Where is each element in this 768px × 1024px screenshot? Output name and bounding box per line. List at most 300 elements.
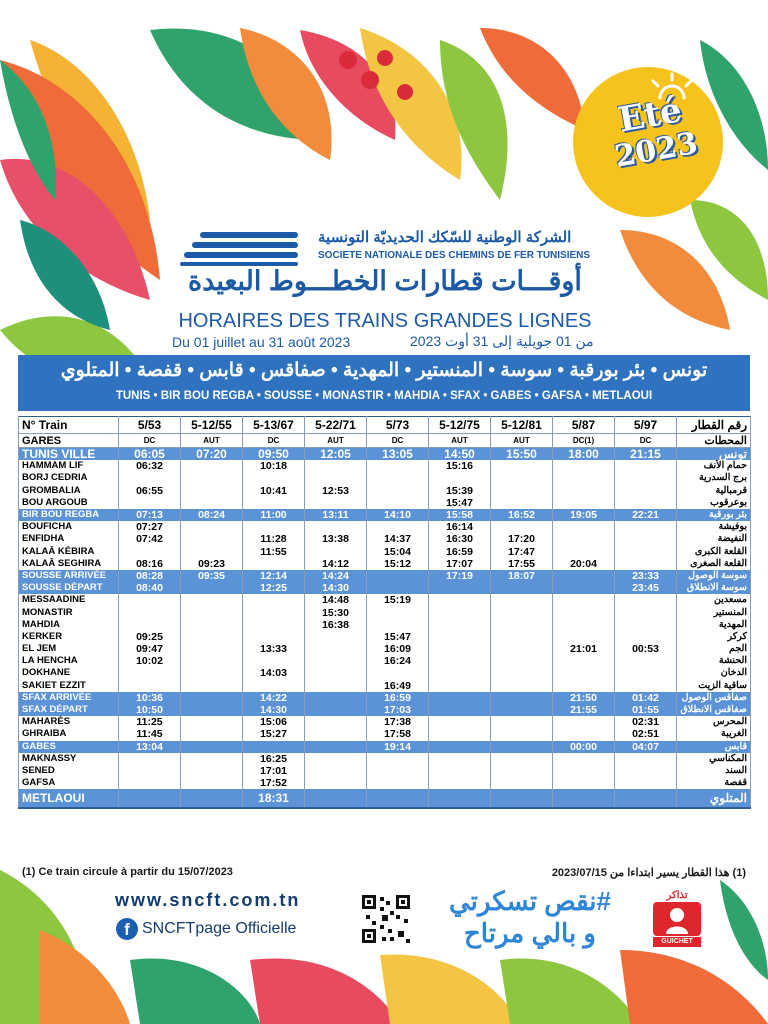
departure-time: 22:21 xyxy=(615,509,677,521)
stations-label-ar: المحطات xyxy=(677,434,751,448)
leaf-shape xyxy=(500,958,640,1024)
slogan-line-2: و بالي مرتاح xyxy=(464,918,596,948)
berry-shape xyxy=(361,71,379,89)
table-row xyxy=(19,509,751,521)
station-name-ar: المهدية xyxy=(677,619,751,631)
departure-time: 17:52 xyxy=(243,777,305,789)
departure-time xyxy=(367,619,429,631)
validity-dates-fr: Du 01 juillet au 31 août 2023 xyxy=(172,334,351,350)
departure-time xyxy=(615,765,677,777)
departure-time xyxy=(367,789,429,808)
departure-time: 07:20 xyxy=(181,448,243,461)
departure-time xyxy=(491,521,553,533)
departure-time xyxy=(181,680,243,692)
station-name-fr: BOUFICHA xyxy=(19,521,119,533)
qr-code xyxy=(360,893,412,945)
departure-time xyxy=(119,546,181,558)
table-row xyxy=(19,619,751,631)
departure-time xyxy=(615,472,677,484)
departure-time xyxy=(553,777,615,789)
departure-time xyxy=(491,606,553,618)
departure-time xyxy=(553,485,615,497)
station-name-fr: MAHDIA xyxy=(19,619,119,631)
departure-time: 16:14 xyxy=(429,521,491,533)
train-type: DC(1) xyxy=(553,434,615,448)
departure-time: 09:47 xyxy=(119,643,181,655)
departure-time xyxy=(181,765,243,777)
departure-time: 15:47 xyxy=(367,631,429,643)
company-name-ar: الشركة الوطنية للسّكك الحديديّة التونسية xyxy=(318,229,572,246)
station-name-ar: قابس xyxy=(677,741,751,753)
departure-time: 16:59 xyxy=(429,546,491,558)
departure-time xyxy=(615,606,677,618)
departure-time xyxy=(243,497,305,509)
departure-time: 14:30 xyxy=(243,704,305,716)
departure-time: 13:04 xyxy=(119,741,181,753)
departure-time xyxy=(367,521,429,533)
departure-time xyxy=(181,716,243,728)
departure-time: 01:42 xyxy=(615,692,677,704)
station-name-fr: SOUSSE DÉPART xyxy=(19,582,119,594)
station-name-ar: القلعة الصغرى xyxy=(677,558,751,570)
departure-time: 09:35 xyxy=(181,570,243,582)
table-row xyxy=(19,777,751,789)
departure-time xyxy=(119,753,181,765)
departure-time xyxy=(491,692,553,704)
departure-time xyxy=(243,472,305,484)
departure-time xyxy=(181,485,243,497)
departure-time xyxy=(243,680,305,692)
table-row xyxy=(19,643,751,655)
departure-time xyxy=(491,582,553,594)
departure-time xyxy=(243,655,305,667)
table-row xyxy=(19,741,751,753)
departure-time xyxy=(429,777,491,789)
departure-time xyxy=(367,753,429,765)
departure-time xyxy=(429,655,491,667)
departure-time xyxy=(367,606,429,618)
departure-time xyxy=(367,485,429,497)
departure-time xyxy=(305,777,367,789)
departure-time xyxy=(243,619,305,631)
departure-time xyxy=(119,789,181,808)
table-row xyxy=(19,521,751,533)
departure-time: 20:04 xyxy=(553,558,615,570)
train-number-label-fr: N° Train xyxy=(19,417,119,434)
departure-time xyxy=(243,741,305,753)
departure-time xyxy=(367,497,429,509)
station-name-fr: SFAX ARRIVÉE xyxy=(19,692,119,704)
departure-time xyxy=(429,753,491,765)
train-number: 5/53 xyxy=(119,417,181,434)
station-name-ar: قرمبالية xyxy=(677,485,751,497)
station-name-ar: الغريبة xyxy=(677,728,751,740)
departure-time xyxy=(615,533,677,545)
station-name-fr: METLAOUI xyxy=(19,789,119,808)
departure-time: 12:14 xyxy=(243,570,305,582)
departure-time xyxy=(615,789,677,808)
departure-time xyxy=(491,777,553,789)
departure-time xyxy=(491,631,553,643)
departure-time: 21:55 xyxy=(553,704,615,716)
berry-shape xyxy=(397,84,413,100)
departure-time: 08:16 xyxy=(119,558,181,570)
departure-time: 15:12 xyxy=(367,558,429,570)
departure-time xyxy=(181,728,243,740)
departure-time xyxy=(615,546,677,558)
station-name-ar: السند xyxy=(677,765,751,777)
departure-time xyxy=(181,546,243,558)
station-name-ar: المحرس xyxy=(677,716,751,728)
station-name-fr: SFAX DÉPART xyxy=(19,704,119,716)
departure-time xyxy=(243,558,305,570)
departure-time xyxy=(429,631,491,643)
departure-time xyxy=(553,533,615,545)
station-name-fr: MAKNASSY xyxy=(19,753,119,765)
departure-time xyxy=(615,667,677,679)
departure-time xyxy=(367,582,429,594)
station-name-ar: بوفيشة xyxy=(677,521,751,533)
departure-time: 17:01 xyxy=(243,765,305,777)
departure-time xyxy=(119,472,181,484)
departure-time: 17:38 xyxy=(367,716,429,728)
departure-time: 08:28 xyxy=(119,570,181,582)
departure-time: 11:28 xyxy=(243,533,305,545)
berry-shape xyxy=(339,51,357,69)
company-name-fr: SOCIETE NATIONALE DES CHEMINS DE FER TUNISIENS xyxy=(318,250,591,261)
station-name-ar: مسعدين xyxy=(677,594,751,606)
station-name-fr: GHRAIBA xyxy=(19,728,119,740)
departure-time xyxy=(553,789,615,808)
train-number: 5-12/81 xyxy=(491,417,553,434)
departure-time xyxy=(615,485,677,497)
departure-time: 14:10 xyxy=(367,509,429,521)
departure-time xyxy=(119,606,181,618)
departure-time xyxy=(243,594,305,606)
departure-time xyxy=(429,789,491,808)
train-type: DC xyxy=(615,434,677,448)
departure-time: 15:04 xyxy=(367,546,429,558)
departure-time xyxy=(491,460,553,472)
departure-time xyxy=(305,655,367,667)
departure-time: 17:07 xyxy=(429,558,491,570)
departure-time xyxy=(429,741,491,753)
departure-time: 13:11 xyxy=(305,509,367,521)
departure-time xyxy=(615,777,677,789)
leaf-shape xyxy=(130,958,260,1024)
departure-time: 23:33 xyxy=(615,570,677,582)
ticket-seller-icon xyxy=(653,902,701,936)
station-name-fr: GABES xyxy=(19,741,119,753)
station-name-fr: BIR BOU REGBA xyxy=(19,509,119,521)
departure-time xyxy=(615,521,677,533)
berry-shape xyxy=(377,50,393,66)
departure-time xyxy=(615,619,677,631)
departure-time: 12:05 xyxy=(305,448,367,461)
departure-time xyxy=(491,728,553,740)
departure-time xyxy=(615,460,677,472)
tickets-label: تذاكر xyxy=(666,890,688,901)
guichet-label: GUICHET xyxy=(653,937,701,947)
station-name-fr: MESSAADINE xyxy=(19,594,119,606)
departure-time xyxy=(305,692,367,704)
departure-time: 11:25 xyxy=(119,716,181,728)
departure-time: 09:50 xyxy=(243,448,305,461)
departure-time: 14:12 xyxy=(305,558,367,570)
departure-time: 16:30 xyxy=(429,533,491,545)
departure-time: 12:53 xyxy=(305,485,367,497)
departure-time: 17:55 xyxy=(491,558,553,570)
station-name-ar: سوسة الانطلاق xyxy=(677,582,751,594)
station-name-ar: حمام الأنف xyxy=(677,460,751,472)
station-name-fr: KALAÂ KÉBIRA xyxy=(19,546,119,558)
departure-time xyxy=(181,594,243,606)
facebook-link[interactable] xyxy=(116,917,296,941)
table-row xyxy=(19,497,751,509)
departure-time: 11:00 xyxy=(243,509,305,521)
train-type-row xyxy=(19,434,751,448)
departure-time xyxy=(305,741,367,753)
timetable xyxy=(18,416,751,809)
departure-time xyxy=(119,680,181,692)
station-name-ar: بوعرقوب xyxy=(677,497,751,509)
train-number: 5/87 xyxy=(553,417,615,434)
departure-time xyxy=(491,485,553,497)
table-row xyxy=(19,594,751,606)
departure-time xyxy=(305,765,367,777)
departure-time: 15:39 xyxy=(429,485,491,497)
table-row xyxy=(19,606,751,618)
station-name-fr: GAFSA xyxy=(19,777,119,789)
station-name-fr: KERKER xyxy=(19,631,119,643)
departure-time: 14:22 xyxy=(243,692,305,704)
departure-time xyxy=(119,765,181,777)
departure-time xyxy=(615,680,677,692)
departure-time xyxy=(181,741,243,753)
departure-time: 14:03 xyxy=(243,667,305,679)
departure-time xyxy=(615,753,677,765)
validity-dates-ar: من 01 جويلية إلى 31 أوت 2023 xyxy=(410,333,594,349)
departure-time xyxy=(491,765,553,777)
departure-time xyxy=(553,497,615,509)
station-name-fr: GROMBALIA xyxy=(19,485,119,497)
departure-time: 15:27 xyxy=(243,728,305,740)
departure-time: 21:50 xyxy=(553,692,615,704)
station-name-fr: MAHARÈS xyxy=(19,716,119,728)
departure-time xyxy=(429,582,491,594)
departure-time: 14:48 xyxy=(305,594,367,606)
station-name-fr: ENFIDHA xyxy=(19,533,119,545)
departure-time xyxy=(615,497,677,509)
table-row xyxy=(19,631,751,643)
departure-time xyxy=(553,667,615,679)
departure-time: 13:33 xyxy=(243,643,305,655)
departure-time xyxy=(553,655,615,667)
departure-time: 13:38 xyxy=(305,533,367,545)
departure-time xyxy=(305,497,367,509)
departure-time xyxy=(119,497,181,509)
departure-time: 14:37 xyxy=(367,533,429,545)
departure-time xyxy=(181,606,243,618)
departure-time xyxy=(429,619,491,631)
facebook-label: SNCFTpage Officielle xyxy=(142,920,297,937)
departure-time xyxy=(367,765,429,777)
departure-time: 15:19 xyxy=(367,594,429,606)
departure-time: 15:06 xyxy=(243,716,305,728)
departure-time: 15:30 xyxy=(305,606,367,618)
departure-time xyxy=(305,728,367,740)
departure-time xyxy=(491,472,553,484)
station-name-ar: ساقية الزيت xyxy=(677,680,751,692)
station-name-ar: صفاقس الوصول xyxy=(677,692,751,704)
departure-time: 17:47 xyxy=(491,546,553,558)
departure-time: 00:00 xyxy=(553,741,615,753)
departure-time xyxy=(367,472,429,484)
departure-time: 09:25 xyxy=(119,631,181,643)
table-row xyxy=(19,570,751,582)
departure-time xyxy=(553,546,615,558)
departure-time xyxy=(181,619,243,631)
leaf-shape xyxy=(720,880,768,980)
departure-time: 06:05 xyxy=(119,448,181,461)
departure-time: 17:03 xyxy=(367,704,429,716)
departure-time xyxy=(553,680,615,692)
page-title-ar: أوقـــات قطارات الخطـــوط البعيدة xyxy=(188,266,582,296)
departure-time xyxy=(491,594,553,606)
badge-year: 2023 xyxy=(612,125,701,175)
station-name-fr: SENED xyxy=(19,765,119,777)
departure-time: 16:38 xyxy=(305,619,367,631)
departure-time xyxy=(243,521,305,533)
departure-time: 15:16 xyxy=(429,460,491,472)
departure-time xyxy=(181,777,243,789)
departure-time xyxy=(491,680,553,692)
departure-time: 02:51 xyxy=(615,728,677,740)
train-type: DC xyxy=(367,434,429,448)
station-name-ar: المكناسي xyxy=(677,753,751,765)
footnote-fr: (1) Ce train circule à partir du 15/07/2023 xyxy=(22,866,233,878)
departure-time: 15:50 xyxy=(491,448,553,461)
table-row xyxy=(19,460,751,472)
departure-time xyxy=(181,789,243,808)
departure-time xyxy=(553,728,615,740)
station-name-fr: BORJ CEDRIA xyxy=(19,472,119,484)
departure-time xyxy=(553,594,615,606)
departure-time xyxy=(429,667,491,679)
station-name-fr: HAMMAM LIF xyxy=(19,460,119,472)
departure-time: 19:14 xyxy=(367,741,429,753)
departure-time: 06:55 xyxy=(119,485,181,497)
website-link[interactable]: www.sncft.com.tn xyxy=(115,890,301,910)
departure-time xyxy=(429,643,491,655)
departure-time: 09:23 xyxy=(181,558,243,570)
departure-time: 16:59 xyxy=(367,692,429,704)
departure-time: 21:01 xyxy=(553,643,615,655)
departure-time: 15:58 xyxy=(429,509,491,521)
slogan-line-1: #نقص تسكرتي xyxy=(449,886,611,916)
departure-time xyxy=(243,606,305,618)
station-name-fr: LA HENCHA xyxy=(19,655,119,667)
station-name-ar: الدخان xyxy=(677,667,751,679)
station-name-fr: BOU ARGOUB xyxy=(19,497,119,509)
departure-time: 16:09 xyxy=(367,643,429,655)
departure-time xyxy=(305,631,367,643)
departure-time xyxy=(491,741,553,753)
departure-time xyxy=(491,789,553,808)
train-type: DC xyxy=(243,434,305,448)
departure-time: 18:00 xyxy=(553,448,615,461)
departure-time xyxy=(181,704,243,716)
departure-time xyxy=(305,521,367,533)
station-name-ar: القلعة الكبرى xyxy=(677,546,751,558)
departure-time: 10:36 xyxy=(119,692,181,704)
departure-time: 07:42 xyxy=(119,533,181,545)
departure-time xyxy=(119,594,181,606)
departure-time: 10:18 xyxy=(243,460,305,472)
station-name-ar: المتلوي xyxy=(677,789,751,808)
departure-time xyxy=(243,631,305,643)
departure-time xyxy=(553,570,615,582)
departure-time xyxy=(181,533,243,545)
departure-time xyxy=(553,521,615,533)
departure-time xyxy=(305,460,367,472)
departure-time xyxy=(181,692,243,704)
departure-time: 13:05 xyxy=(367,448,429,461)
departure-time xyxy=(429,594,491,606)
station-name-ar: كركر xyxy=(677,631,751,643)
train-number: 5/97 xyxy=(615,417,677,434)
departure-time xyxy=(367,460,429,472)
stations-label-fr: GARES xyxy=(19,434,119,448)
station-name-ar: الحنشة xyxy=(677,655,751,667)
train-number: 5-22/71 xyxy=(305,417,367,434)
route-stations-ar: تونس • بئر بورقبة • سوسة • المنستير • المهدية • صفاقس • قابس • قفصة • المتلوي xyxy=(60,360,708,381)
departure-time: 16:52 xyxy=(491,509,553,521)
departure-time xyxy=(429,472,491,484)
train-type: AUT xyxy=(429,434,491,448)
departure-time xyxy=(181,667,243,679)
station-name-fr: SOUSSE ARRIVÉE xyxy=(19,570,119,582)
table-row xyxy=(19,448,751,461)
station-name-ar: الجم xyxy=(677,643,751,655)
train-number-header-row xyxy=(19,417,751,434)
departure-time xyxy=(181,655,243,667)
departure-time: 14:24 xyxy=(305,570,367,582)
station-name-ar: النفيضة xyxy=(677,533,751,545)
departure-time: 14:50 xyxy=(429,448,491,461)
station-name-fr: TUNIS VILLE xyxy=(19,448,119,461)
departure-time: 18:07 xyxy=(491,570,553,582)
station-name-fr: MONASTIR xyxy=(19,606,119,618)
departure-time xyxy=(553,460,615,472)
departure-time xyxy=(553,582,615,594)
train-type: AUT xyxy=(491,434,553,448)
table-row xyxy=(19,728,751,740)
departure-time xyxy=(615,558,677,570)
station-name-ar: قفصة xyxy=(677,777,751,789)
departure-time xyxy=(181,497,243,509)
table-row xyxy=(19,704,751,716)
departure-time: 17:58 xyxy=(367,728,429,740)
departure-time: 17:20 xyxy=(491,533,553,545)
departure-time: 06:32 xyxy=(119,460,181,472)
table-row xyxy=(19,692,751,704)
departure-time: 08:40 xyxy=(119,582,181,594)
departure-time xyxy=(615,655,677,667)
departure-time xyxy=(553,753,615,765)
departure-time xyxy=(553,472,615,484)
train-number: 5-13/67 xyxy=(243,417,305,434)
